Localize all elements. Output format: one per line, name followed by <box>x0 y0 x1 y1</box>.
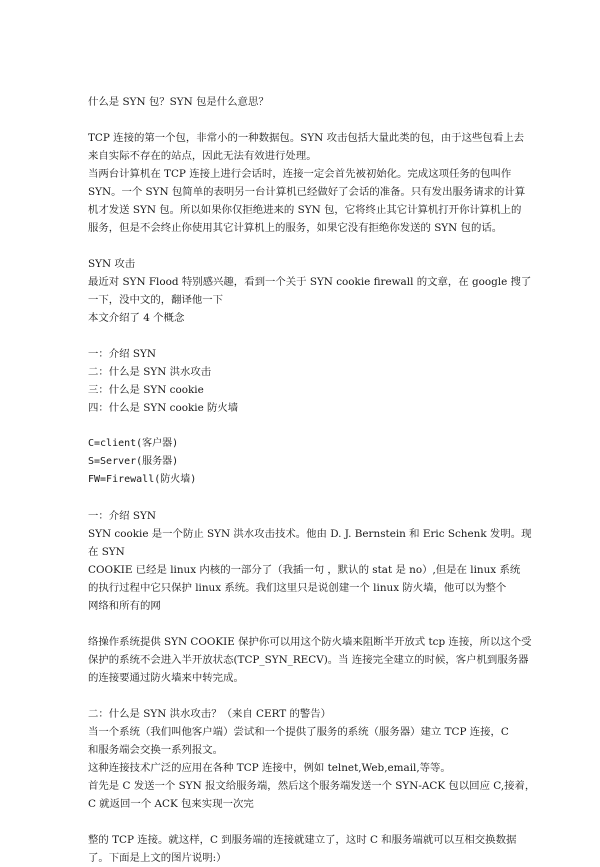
text-line: 保护的系统不会进入半开放状态(TCP_SYN_RECV)。当 连接完全建立的时候，客户机到服务器 <box>88 654 529 666</box>
text-line: 一：介绍 SYN <box>88 348 156 360</box>
blank-line <box>88 111 520 129</box>
text-line: 机才发送 SYN 包。所以如果你仅拒绝进来的 SYN 包，它将终止其它计算机打开你计算机上的 <box>88 204 522 216</box>
blank-line <box>88 327 520 345</box>
text-line: C 就返回一个 ACK 包来实现一次完 <box>88 798 254 810</box>
blank-line <box>88 687 520 705</box>
text-line: 二：什么是 SYN 洪水攻击 <box>88 366 212 378</box>
blank-line <box>88 237 520 255</box>
text-line: 二：什么是 SYN 洪水攻击？（来自 CERT 的警告） <box>88 708 332 720</box>
text-line: 了。下面是上文的图片说明:） <box>88 852 227 864</box>
text-line: 三：什么是 SYN cookie <box>88 384 204 396</box>
text-line: 一：介绍 SYN <box>88 510 156 522</box>
text-line: 在 SYN <box>88 546 125 558</box>
text-line: 来自实际不存在的站点，因此无法有效进行处理。 <box>88 150 317 162</box>
text-line: FW=Firewall(防火墙) <box>88 474 197 485</box>
text-line: 的执行过程中它只保护 linux 系统。我们这里只是说创建一个 linux 防火墙，他可以为整个 <box>88 582 507 594</box>
text-line: 四：什么是 SYN cookie 防火墙 <box>88 402 239 414</box>
text-line: 和服务端会交换一系列报文。 <box>88 744 224 756</box>
text-line: SYN cookie 是一个防止 SYN 洪水攻击技术。他由 D. J. Bernstein 和 Eric Schenk 发明。现 <box>88 528 532 540</box>
text-line: 络操作系统提供 SYN COOKIE 保护你可以用这个防火墙来阻断半开放式 tcp 连接，所以这个受 <box>88 636 532 648</box>
text-line: COOKIE 已经是 linux 内核的一部分了（我插一句 ，默认的 stat 是 no）,但是在 linux 系统 <box>88 564 521 576</box>
text-line: 本文介绍了 4 个概念 <box>88 312 185 324</box>
text-line: 当两台计算机在 TCP 连接上进行会话时，连接一定会首先被初始化。完成这项任务的包叫作 <box>88 168 512 180</box>
text-line: 的连接要通过防火墙来中转完成。 <box>88 672 244 684</box>
text-line: 最近对 SYN Flood 特别感兴趣，看到一个关于 SYN cookie firewall 的文章，在 google 搜了 <box>88 276 532 288</box>
text-line: SYN 攻击 <box>88 258 136 270</box>
document-title: 什么是 SYN 包？SYN 包是什么意思？ <box>88 96 269 108</box>
text-line: C=client(客户器) <box>88 438 179 449</box>
blank-line <box>88 489 520 507</box>
blank-line <box>88 813 520 831</box>
text-line: SYN。一个 SYN 包简单的表明另一台计算机已经做好了会话的准备。只有发出服务请求的计算 <box>88 186 526 198</box>
text-line: 整的 TCP 连接。就这样，C 到服务端的连接就建立了，这时 C 和服务端就可以互相交换数据 <box>88 834 517 846</box>
text-line: 这种连接技术广泛的应用在各种 TCP 连接中，例如 telnet,Web,email,等等。 <box>88 762 451 774</box>
blank-line <box>88 417 520 435</box>
text-line: 首先是 C 发送一个 SYN 报文给服务端，然后这个服务端发送一个 SYN-ACK 包以回应 C,接着， <box>88 780 536 792</box>
text-line: 服务，但是不会终止你使用其它计算机上的服务，如果它没有拒绝你发送的 SYN 包的话。 <box>88 222 503 234</box>
text-line: 当一个系统（我们叫他客户端）尝试和一个提供了服务的系统（服务器）建立 TCP 连接，C <box>88 726 509 738</box>
document-body <box>88 93 536 867</box>
text-line: S=Server(服务器) <box>88 456 179 467</box>
blank-line <box>88 615 520 633</box>
text-line: 网络和所有的网 <box>88 600 161 612</box>
text-line: 一下，没中文的，翻译他一下 <box>88 294 224 306</box>
text-line: TCP 连接的第一个包，非常小的一种数据包。SYN 攻击包括大量此类的包，由于这些包看上去 <box>88 132 524 144</box>
